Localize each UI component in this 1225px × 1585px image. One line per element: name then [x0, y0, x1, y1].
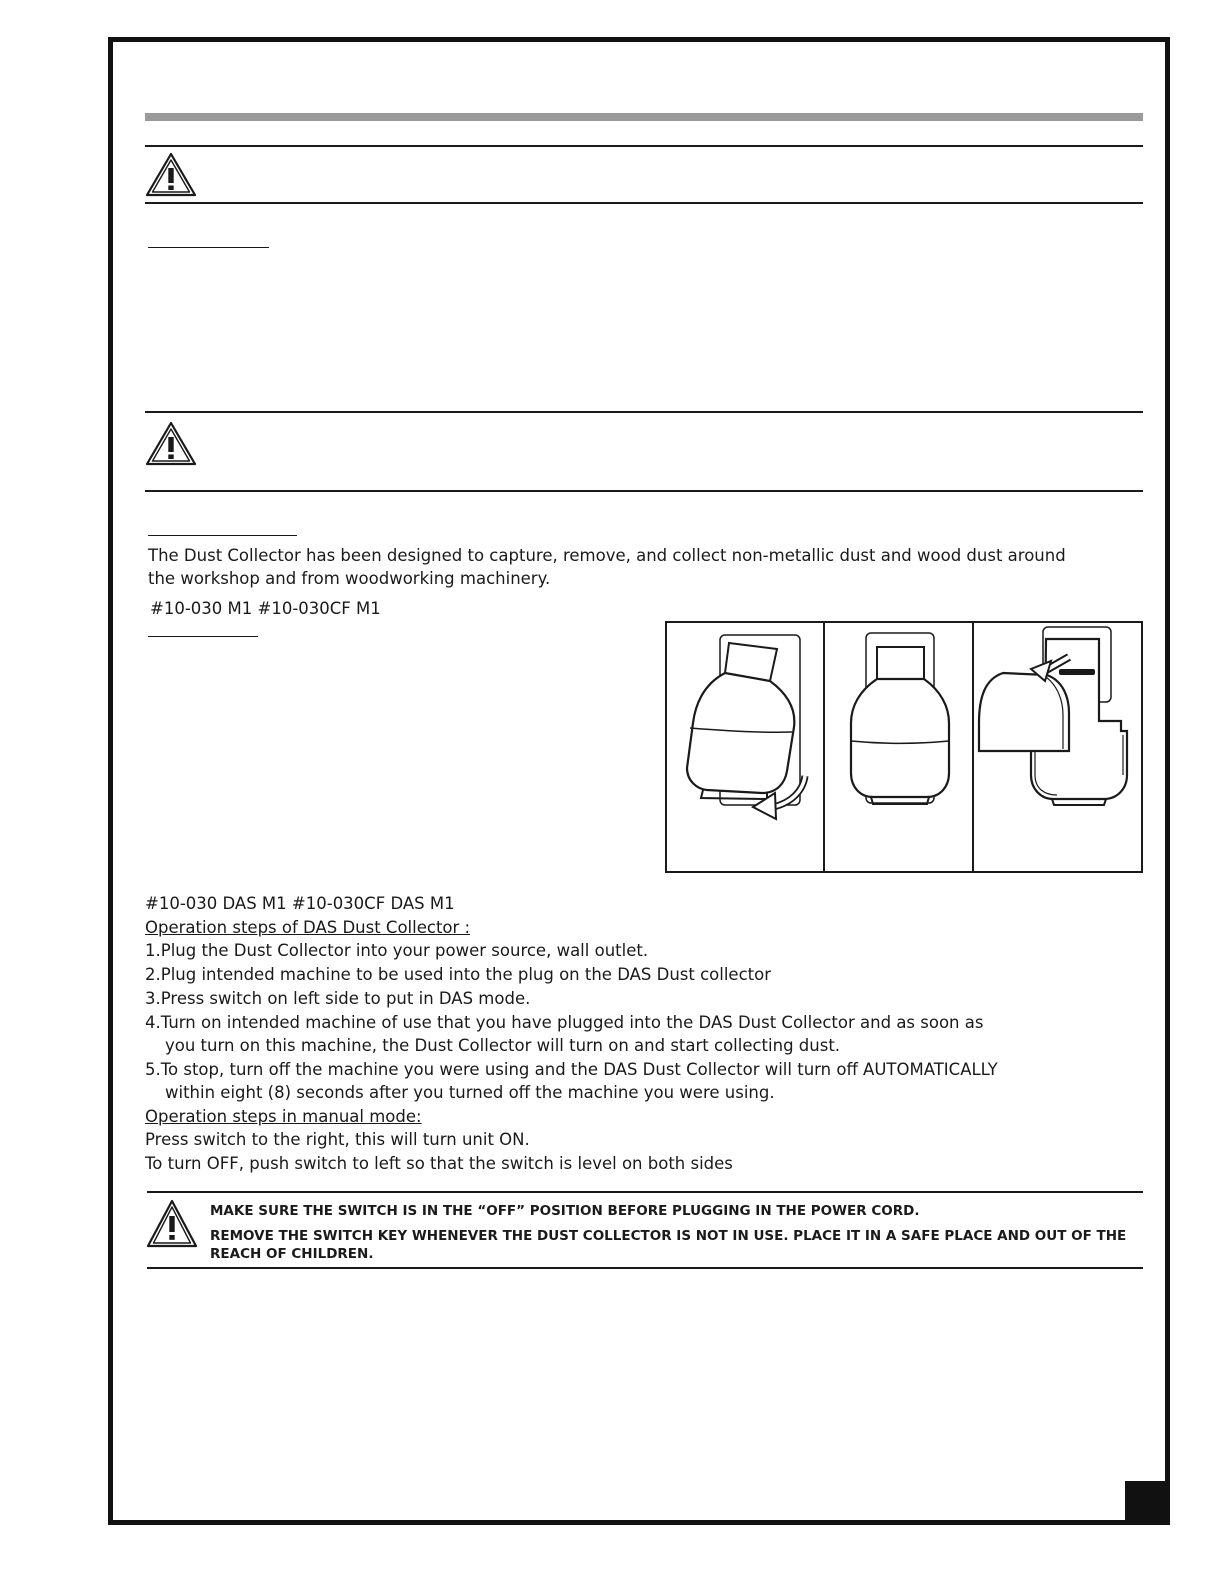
- das-step-continued: within eight (8) seconds after you turned off the machine you were using.: [165, 1083, 775, 1102]
- warning-text: REACH OF CHILDREN.: [210, 1246, 374, 1262]
- das-step-continued: you turn on this machine, the Dust Collector will turn on and start collecting dust.: [165, 1036, 841, 1055]
- warning-text: REMOVE THE SWITCH KEY WHENEVER THE DUST COLLECTOR IS NOT IN USE. PLACE IT IN A SAFE PLACE AND OUT OF THE: [210, 1228, 1127, 1244]
- intro-paragraph-line: The Dust Collector has been designed to capture, remove, and collect non-metallic dust and wood dust around: [148, 546, 1066, 565]
- das-step: 2.Plug intended machine to be used into the plug on the DAS Dust collector: [145, 965, 772, 984]
- heading-underline: [148, 636, 258, 637]
- switch-tilted-on-icon: [687, 635, 805, 819]
- divider: [145, 145, 1143, 147]
- das-step: 3.Press switch on left side to put in DAS mode.: [145, 989, 531, 1008]
- switch-level-off-icon: [851, 633, 949, 804]
- warning-triangle-icon: [145, 1198, 199, 1250]
- header-bar: [145, 113, 1143, 121]
- divider: [147, 1267, 1143, 1269]
- switch-illustrations: [667, 623, 1141, 871]
- das-step: 4.Turn on intended machine of use that you have plugged into the DAS Dust Collector and as soon as: [145, 1013, 984, 1032]
- heading-underline: [148, 247, 269, 248]
- divider: [145, 490, 1143, 492]
- das-step: 5.To stop, turn off the machine you were using and the DAS Dust Collector will turn off AUTOMATICALLY: [145, 1060, 998, 1079]
- model-numbers-das: #10-030 DAS M1 #10-030CF DAS M1: [145, 894, 455, 913]
- warning-text: MAKE SURE THE SWITCH IS IN THE “OFF” POSITION BEFORE PLUGGING IN THE POWER CORD.: [210, 1203, 920, 1219]
- switch-illustration-panel: [665, 621, 1143, 873]
- warning-triangle-icon: [144, 420, 198, 468]
- divider: [145, 202, 1143, 204]
- warning-triangle-icon: [144, 151, 198, 199]
- divider: [145, 411, 1143, 413]
- manual-step: Press switch to the right, this will turn unit ON.: [145, 1130, 530, 1149]
- das-operation-heading: Operation steps of DAS Dust Collector :: [145, 918, 471, 937]
- page-number-tab: [1125, 1481, 1170, 1525]
- manual-operation-heading: Operation steps in manual mode:: [145, 1107, 422, 1126]
- das-step: 1.Plug the Dust Collector into your power source, wall outlet.: [145, 941, 649, 960]
- heading-underline: [148, 535, 297, 536]
- model-numbers: #10-030 M1 #10-030CF M1: [150, 599, 381, 618]
- divider: [147, 1191, 1143, 1193]
- manual-step: To turn OFF, push switch to left so that the switch is level on both sides: [145, 1154, 733, 1173]
- switch-key-removed-icon: [979, 627, 1127, 805]
- intro-paragraph-line: the workshop and from woodworking machinery.: [148, 569, 551, 588]
